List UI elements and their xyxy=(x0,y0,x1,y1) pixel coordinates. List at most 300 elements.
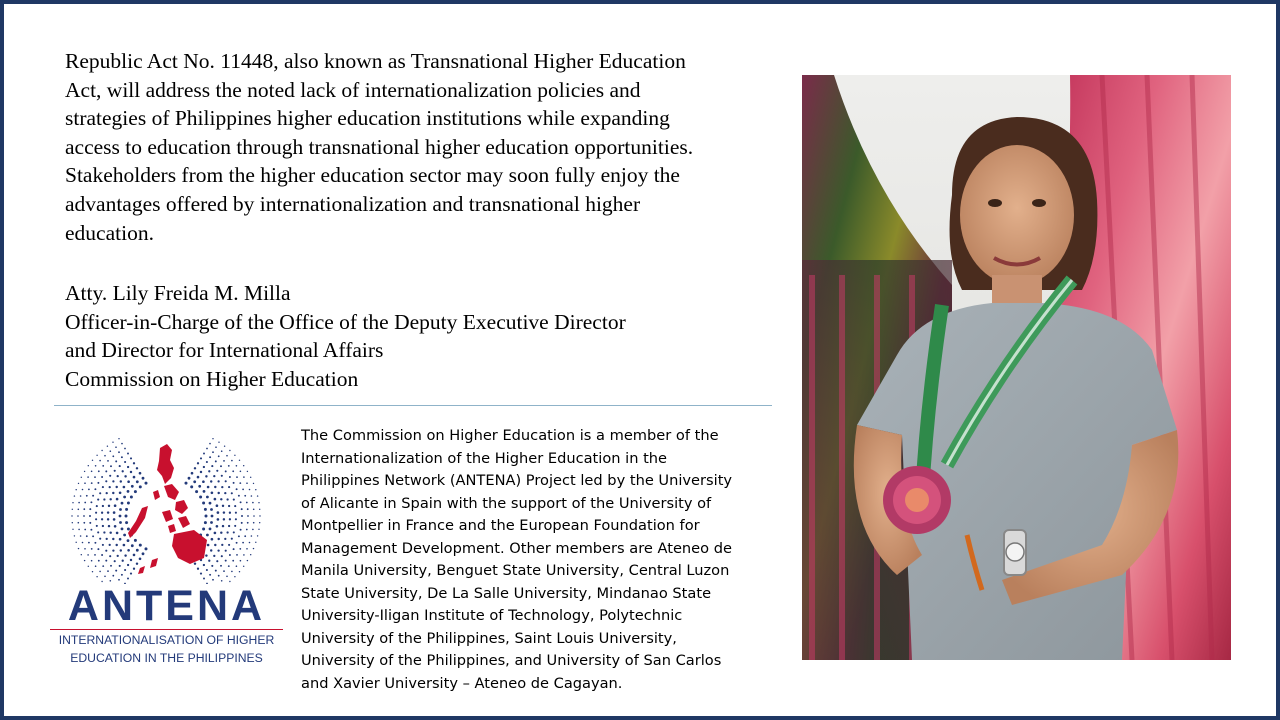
emblem-dot xyxy=(112,455,114,457)
emblem-dot xyxy=(214,498,217,501)
emblem-dot xyxy=(134,490,137,493)
description-line: Philippines Network (ANTENA) Project led by the University xyxy=(301,472,733,489)
emblem-dot xyxy=(228,525,230,527)
emblem-dot xyxy=(97,499,99,501)
emblem-dot xyxy=(113,511,116,514)
emblem-dot xyxy=(202,502,205,505)
emblem-dot xyxy=(252,529,254,531)
emblem-dot xyxy=(229,476,231,478)
emblem-dot xyxy=(119,508,122,511)
description-line: and Xavier University – Ateneo de Cagayan. xyxy=(301,674,623,692)
emblem-dot xyxy=(118,438,119,439)
quote-line: education. xyxy=(65,220,154,245)
emblem-dot xyxy=(208,470,210,472)
emblem-dot xyxy=(253,548,254,549)
emblem-dot xyxy=(104,576,106,578)
emblem-dot xyxy=(217,511,220,514)
emblem-dot xyxy=(116,498,119,501)
emblem-dot xyxy=(121,502,124,505)
emblem-dot xyxy=(99,492,101,494)
emblem-dot xyxy=(226,531,228,533)
emblem-dot xyxy=(78,509,80,511)
emblem-dot xyxy=(204,508,207,511)
emblem-dot xyxy=(97,531,99,533)
logo-subtitle: EDUCATION IN THE PHILIPPINES xyxy=(70,651,263,665)
emblem-dot xyxy=(238,535,240,537)
emblem-dot xyxy=(247,471,248,472)
emblem-dot xyxy=(125,515,128,518)
emblem-dot xyxy=(142,477,145,480)
emblem-dot xyxy=(107,445,108,446)
emblem-dot xyxy=(131,485,134,488)
emblem-dot xyxy=(125,521,128,524)
emblem-dot xyxy=(108,525,110,527)
emblem-dot xyxy=(99,571,101,573)
emblem-dot xyxy=(221,475,223,477)
logo-rule xyxy=(50,629,283,630)
emblem-dot xyxy=(105,480,107,482)
antena-emblem-icon xyxy=(44,434,289,584)
emblem-dot xyxy=(72,529,73,530)
emblem-dot xyxy=(81,477,82,478)
emblem-dot xyxy=(257,495,258,496)
emblem-dot xyxy=(127,490,130,493)
emblem-dot xyxy=(96,576,97,577)
emblem-dot xyxy=(240,560,242,562)
emblem-dot xyxy=(91,471,93,473)
emblem-dot xyxy=(86,535,88,537)
emblem-dot xyxy=(112,549,114,551)
emblem-dot xyxy=(228,505,230,507)
emblem-dot xyxy=(118,579,120,581)
emblem-dot xyxy=(223,518,225,520)
emblem-dot xyxy=(84,548,86,550)
emblem-dot xyxy=(203,564,205,566)
emblem-dot xyxy=(229,450,230,451)
emblem-dot xyxy=(127,539,130,542)
emblem-dot xyxy=(236,542,238,544)
emblem-dot xyxy=(114,470,116,472)
emblem-dot xyxy=(89,508,91,510)
emblem-dot xyxy=(258,529,259,530)
emblem-dot xyxy=(194,467,196,469)
emblem-dot xyxy=(90,501,92,503)
emblem-dot xyxy=(251,535,253,537)
emblem-dot xyxy=(102,565,104,567)
emblem-dot xyxy=(241,515,243,517)
emblem-dot xyxy=(247,522,249,524)
emblem-dot xyxy=(104,455,106,457)
emblem-dot xyxy=(118,451,120,453)
emblem-dot xyxy=(224,445,225,446)
emblem-dot xyxy=(92,571,93,572)
emblem-dot xyxy=(92,460,93,461)
emblem-dot xyxy=(130,471,132,473)
emblem-dot xyxy=(106,492,108,494)
emblem-dot xyxy=(216,504,219,507)
emblem-dot xyxy=(206,534,209,537)
emblem-dot xyxy=(223,570,225,572)
description-line: Manila University, Benguet State University, Central Luzon xyxy=(301,562,730,579)
emblem-dot xyxy=(233,499,235,501)
antena-description xyxy=(301,425,771,695)
emblem-dot xyxy=(130,573,132,575)
emblem-dot xyxy=(205,475,207,477)
emblem-dot xyxy=(130,457,132,459)
emblem-dot xyxy=(92,495,94,497)
emblem-dot xyxy=(188,477,191,480)
emblem-dot xyxy=(198,485,201,488)
emblem-dot xyxy=(120,480,122,482)
quote-line: Stakeholders from the higher education sector may soon fully enjoy the xyxy=(65,163,680,188)
description-line: Montpellier in France and the European Foundation for xyxy=(301,517,700,534)
emblem-dot xyxy=(249,542,251,544)
emblem-dot xyxy=(210,480,212,482)
emblem-dot xyxy=(210,521,213,524)
logo-subtitle: INTERNATIONALISATION OF HIGHER xyxy=(58,633,275,647)
emblem-dot xyxy=(218,455,220,457)
emblem-dot xyxy=(75,542,76,543)
emblem-dot xyxy=(193,480,196,483)
emblem-dot xyxy=(109,544,111,546)
emblem-dot xyxy=(114,560,116,562)
emblem-dot xyxy=(112,538,114,540)
emblem-dot xyxy=(80,535,82,537)
emblem-dot xyxy=(84,482,86,484)
emblem-dot xyxy=(221,486,223,488)
quote-line: Republic Act No. 11448, also known as Transnational Higher Education xyxy=(65,49,686,73)
emblem-dot xyxy=(217,549,219,551)
emblem-dot xyxy=(139,485,142,488)
emblem-dot xyxy=(218,575,220,577)
emblem-dot xyxy=(95,512,97,514)
emblem-dot xyxy=(74,495,75,496)
emblem-dot xyxy=(191,472,194,475)
emblem-dot xyxy=(81,554,82,555)
emblem-dot xyxy=(80,495,82,497)
emblem-dot xyxy=(94,476,96,478)
emblem-dot xyxy=(127,578,129,580)
emblem-dot xyxy=(105,470,107,472)
emblem-dot xyxy=(231,460,233,462)
portrait-image xyxy=(802,75,1231,660)
emblem-dot xyxy=(89,515,91,517)
emblem-dot xyxy=(235,512,237,514)
emblem-dot xyxy=(96,505,98,507)
emblem-dot xyxy=(115,570,117,572)
emblem-dot xyxy=(202,528,205,531)
emblem-dot xyxy=(84,471,85,472)
antena-logo xyxy=(44,434,289,674)
emblem-dot xyxy=(127,564,129,566)
emblem-dot xyxy=(223,511,225,513)
emblem-dot xyxy=(102,525,104,527)
signatory-title: and Director for International Affairs xyxy=(65,338,384,363)
description-line: University of the Philippines, and University of San Carlos xyxy=(301,652,722,669)
emblem-dot xyxy=(231,571,233,573)
emblem-dot xyxy=(209,574,211,576)
emblem-dot xyxy=(127,480,130,483)
emblem-dot xyxy=(78,502,80,504)
signatory-name: Atty. Lily Freida M. Milla xyxy=(65,281,291,305)
emblem-dot xyxy=(125,508,128,511)
emblem-dot xyxy=(242,542,244,544)
emblem-dot xyxy=(207,486,210,489)
emblem-dot xyxy=(87,476,89,478)
emblem-dot xyxy=(199,496,202,499)
description-line: University-Iligan Institute of Technology, Polytechnic xyxy=(301,607,683,624)
emblem-dot xyxy=(226,455,228,457)
emblem-dot xyxy=(139,557,142,560)
quote-line: Act, will address the noted lack of internationalization policies and xyxy=(65,77,641,102)
emblem-dot xyxy=(247,560,248,561)
emblem-dot xyxy=(226,576,228,578)
emblem-dot xyxy=(105,560,107,562)
emblem-dot xyxy=(130,559,132,561)
emblem-dot xyxy=(217,538,219,540)
emblem-dot xyxy=(234,505,236,507)
emblem-dot xyxy=(259,522,260,523)
emblem-dot xyxy=(220,498,222,500)
emblem-dot xyxy=(208,560,210,562)
emblem-dot xyxy=(224,538,226,540)
emblem-dot xyxy=(119,491,122,494)
emblem-dot xyxy=(114,525,117,528)
emblem-dot xyxy=(133,568,135,570)
emblem-dot xyxy=(136,549,139,552)
emblem-dot xyxy=(222,505,224,507)
emblem-dot xyxy=(253,483,254,484)
emblem-dot xyxy=(228,565,230,567)
emblem-dot xyxy=(212,451,214,453)
emblem-dot xyxy=(145,482,148,485)
emblem-dot xyxy=(228,465,230,467)
emblem-dot xyxy=(110,465,112,467)
emblem-dot xyxy=(130,496,133,499)
emblem-dot xyxy=(82,542,84,544)
description-line: The Commission on Higher Education is a member of the xyxy=(301,427,719,444)
emblem-dot xyxy=(91,482,93,484)
emblem-dot xyxy=(220,531,222,533)
emblem-dot xyxy=(102,544,104,546)
emblem-dot xyxy=(234,455,235,456)
emblem-dot xyxy=(257,535,258,536)
emblem-dot xyxy=(123,486,126,489)
emblem-dot xyxy=(78,522,80,524)
emblem-dot xyxy=(92,535,94,537)
emblem-dot xyxy=(247,515,249,517)
emblem-dot xyxy=(122,470,124,472)
emblem-dot xyxy=(255,542,256,543)
divider xyxy=(54,405,772,406)
emblem-dot xyxy=(78,483,79,484)
emblem-dot xyxy=(253,522,255,524)
emblem-dot xyxy=(84,502,86,504)
emblem-dot xyxy=(258,502,259,503)
emblem-dot xyxy=(96,455,97,456)
emblem-dot xyxy=(213,555,215,557)
emblem-dot xyxy=(121,528,124,531)
emblem-dot xyxy=(123,544,126,547)
emblem-dot xyxy=(113,518,116,521)
emblem-dot xyxy=(109,531,111,533)
emblem-dot xyxy=(244,495,246,497)
emblem-dot xyxy=(235,518,237,520)
emblem-dot xyxy=(259,509,260,510)
emblem-dot xyxy=(211,465,213,467)
emblem-dot xyxy=(127,549,130,552)
emblem-dot xyxy=(136,467,138,469)
emblem-dot xyxy=(243,554,245,556)
emblem-dot xyxy=(223,460,225,462)
emblem-dot xyxy=(84,529,86,531)
emblem-dot xyxy=(101,476,103,478)
emblem-dot xyxy=(72,509,73,510)
emblem-dot xyxy=(95,465,97,467)
emblem-dot xyxy=(206,461,208,463)
emblem-dot xyxy=(97,548,99,550)
emblem-dot xyxy=(241,522,243,524)
emblem-dot xyxy=(82,489,84,491)
emblem-dot xyxy=(115,460,117,462)
quote-line: advantages offered by internationalization and transnational higher xyxy=(65,191,641,216)
emblem-dot xyxy=(211,538,214,541)
emblem-dot xyxy=(236,488,238,490)
emblem-dot xyxy=(84,560,85,561)
emblem-dot xyxy=(122,560,124,562)
emblem-dot xyxy=(119,565,121,567)
emblem-dot xyxy=(107,460,109,462)
emblem-dot xyxy=(99,538,101,540)
emblem-dot xyxy=(236,554,238,556)
emblem-dot xyxy=(213,475,215,477)
emblem-dot xyxy=(112,575,114,577)
emblem-dot xyxy=(250,477,251,478)
emblem-dot xyxy=(124,569,126,571)
emblem-dot xyxy=(207,544,210,547)
emblem-dot xyxy=(211,491,214,494)
emblem-dot xyxy=(88,489,90,491)
emblem-dot xyxy=(233,531,235,533)
emblem-dot xyxy=(99,460,101,462)
emblem-dot xyxy=(109,555,111,557)
emblem-dot xyxy=(94,542,96,544)
emblem-dot xyxy=(203,490,206,493)
emblem-dot xyxy=(242,489,244,491)
emblem-dot xyxy=(232,560,234,562)
emblem-dot xyxy=(209,528,212,531)
emblem-dot xyxy=(115,446,117,448)
emblem-dot xyxy=(194,562,196,564)
emblem-dot xyxy=(231,538,233,540)
emblem-dot xyxy=(255,489,256,490)
portrait-photo xyxy=(802,75,1231,660)
emblem-dot xyxy=(88,465,89,466)
emblem-dot xyxy=(91,560,93,562)
emblem-dot xyxy=(197,462,199,464)
emblem-dot xyxy=(109,498,111,500)
emblem-dot xyxy=(117,475,119,477)
emblem-dot xyxy=(95,565,97,567)
emblem-dot xyxy=(221,555,223,557)
emblem-dot xyxy=(200,457,202,459)
emblem-dot xyxy=(217,480,219,482)
emblem-dot xyxy=(120,549,122,551)
emblem-dot xyxy=(211,515,214,518)
emblem-dot xyxy=(197,476,200,479)
emblem-dot xyxy=(105,550,107,552)
emblem-dot xyxy=(243,476,245,478)
signatory-organization: Commission on Higher Education xyxy=(65,366,359,391)
emblem-dot xyxy=(134,539,137,542)
emblem-dot xyxy=(71,515,72,516)
emblem-dot xyxy=(127,528,130,531)
emblem-dot xyxy=(83,508,85,510)
emblem-dot xyxy=(72,522,73,523)
emblem-dot xyxy=(214,544,216,546)
emblem-dot xyxy=(87,554,89,556)
emblem-dot xyxy=(253,515,255,517)
emblem-dot xyxy=(239,482,241,484)
emblem-dot xyxy=(139,472,142,475)
emblem-dot xyxy=(210,549,212,551)
emblem-dot xyxy=(221,544,223,546)
antena-wordmark: ANTENA xyxy=(67,582,266,630)
emblem-dot xyxy=(88,566,89,567)
emblem-dot xyxy=(119,538,122,541)
emblem-dot xyxy=(94,488,96,490)
emblem-dot xyxy=(109,475,111,477)
emblem-dot xyxy=(107,518,109,520)
emblem-dot xyxy=(110,450,112,452)
emblem-dot xyxy=(246,502,248,504)
description-line: Management Development. Other members are Ateneo de xyxy=(301,539,732,557)
emblem-dot xyxy=(102,505,104,507)
emblem-dot xyxy=(123,534,126,537)
emblem-dot xyxy=(133,476,136,479)
emblem-dot xyxy=(133,554,136,557)
emblem-dot xyxy=(229,518,231,520)
emblem-dot xyxy=(238,495,240,497)
emblem-dot xyxy=(225,550,227,552)
emblem-dot xyxy=(206,496,209,499)
emblem-dot xyxy=(112,492,114,494)
emblem-dot xyxy=(95,518,97,520)
emblem-dot xyxy=(217,518,220,521)
emblem-dot xyxy=(225,470,227,472)
emblem-dot xyxy=(236,465,238,467)
emblem-dot xyxy=(90,529,92,531)
emblem-dot xyxy=(209,443,211,445)
emblem-dot xyxy=(211,565,213,567)
emblem-dot xyxy=(209,456,211,458)
emblem-dot xyxy=(197,568,199,570)
emblem-dot xyxy=(127,466,129,468)
emblem-dot xyxy=(119,465,121,467)
emblem-dot xyxy=(243,465,244,466)
emblem-dot xyxy=(200,573,202,575)
emblem-dot xyxy=(203,453,205,455)
emblem-dot xyxy=(185,482,188,485)
emblem-dot xyxy=(136,562,138,564)
emblem-dot xyxy=(89,522,91,524)
emblem-dot xyxy=(106,538,108,540)
emblem-dot xyxy=(119,515,122,518)
emblem-dot xyxy=(190,485,193,488)
emblem-dot xyxy=(236,476,238,478)
emblem-dot xyxy=(212,579,214,581)
emblem-dot xyxy=(115,486,117,488)
